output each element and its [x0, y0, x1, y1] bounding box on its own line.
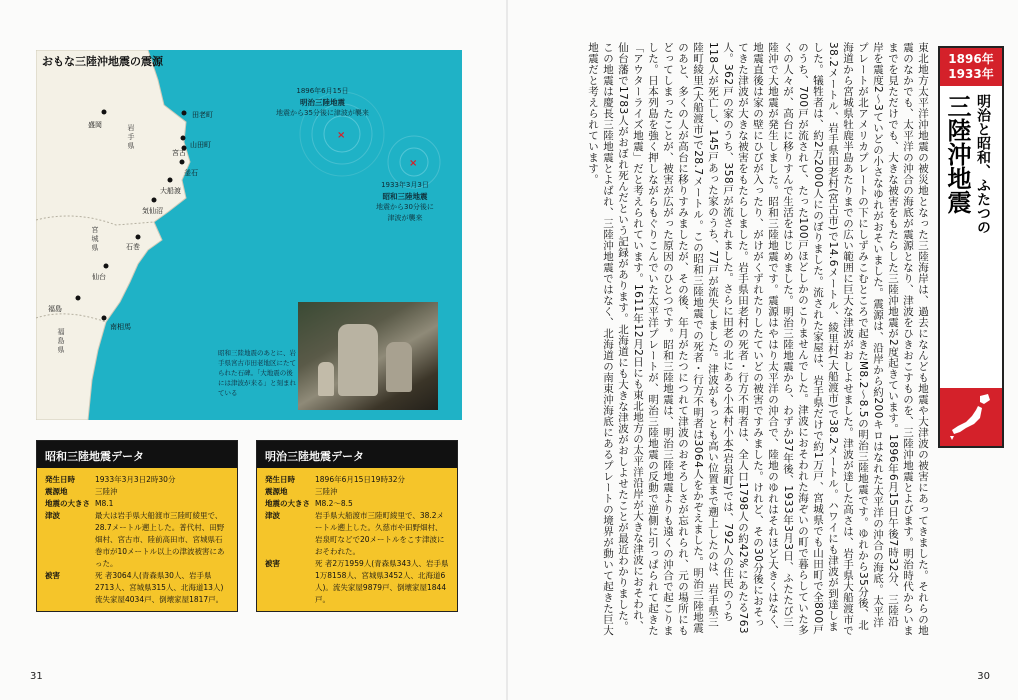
prefecture-label: 福島県	[57, 328, 65, 355]
prefecture-label: 岩手県	[127, 124, 135, 151]
svg-text:×: ×	[409, 158, 418, 169]
quake-1933-label: 1933年3月3日 昭和三陸地震 地震から30分後に 津波が襲来	[376, 181, 434, 222]
showa-data-box	[36, 440, 238, 612]
place-label: 大船渡	[160, 187, 181, 195]
page-number-left: 31	[30, 671, 43, 682]
place-label: 宮古	[172, 149, 186, 157]
japan-map-icon	[938, 388, 1004, 448]
data-row: 被害 死 者2万1959人(青森県343人、岩手県1万8158人、宮城県3452人、北海道6人)。流失家屋9879戸、倒壊家屋1844戸。	[265, 559, 449, 604]
meiji-data-box	[256, 440, 458, 612]
year-badge: 1896年 1933年	[940, 48, 1002, 86]
showa-box-title: 昭和三陸地震データ	[37, 441, 237, 468]
data-row: 被害 死 者3064人(青森県30人、岩手県2713人、宮城県315人、北海道13人)流失家屋4034戸、倒壊家屋1817戸。	[45, 571, 224, 604]
right-page	[508, 0, 1018, 700]
place-label: 盛岡	[88, 121, 102, 129]
page-number-right: 30	[977, 671, 990, 682]
data-row: 発生日時 1896年6月15日19時32分	[265, 475, 405, 484]
data-row: 地震の大きさ M8.2〜8.5	[265, 499, 353, 508]
data-row: 津波 最大は岩手県大船渡市三陸町綾里で、28.7メートル遡上した。普代村、田野畑村、宮古市、陸前高田市、宮城県石巻市が10メートル以上の津波被害にあった。	[45, 511, 225, 568]
place-label: 仙台	[92, 273, 106, 281]
photo-caption: 昭和三陸地震のあとに、岩手県宮古市田老地区にたてられた石碑。「大地震の後には津波が来る」と刻まれている	[218, 349, 296, 397]
title-box	[938, 46, 1004, 390]
data-row: 震源地 三陸沖	[265, 487, 338, 496]
place-label: 福島	[48, 305, 62, 313]
prefecture-label: 宮城県	[91, 226, 99, 253]
article-title	[944, 94, 996, 234]
title-main: 三陸沖地震	[943, 94, 971, 214]
place-label: 釜石	[184, 169, 198, 177]
meiji-box-title: 明治三陸地震データ	[257, 441, 457, 468]
data-row: 発生日時 1933年3月3日2時30分	[45, 475, 176, 484]
data-row: 震源地 三陸沖	[45, 487, 118, 496]
place-label: 石巻	[126, 243, 140, 251]
article-text: 東北地方太平洋沖地震の被災地となった三陸海岸は、過去になんども地震や大津波の被害にあってきました。それらの地震のなかでも、太平洋の沖合の海底が震源となり、津波をひきおこすものを、三陸沖地震とよびます。明治時代からいままでを見ただけでも、大きな被害をもたらした三陸沖地震が2度起きています。1896年6月15日午後7時32分、三陸沿岸を震度2〜3ていどの小さなゆれがおそいました。震源は、沿岸から約200キロはなれた太平洋の沖合の海底。太平洋プレートが北アメリカプレートの下にしずみこむところで起きたM8.2〜8.5の明治三陸地震です。ゆれから35分後、北海道から宮城県牡鹿半島あたりまでの広い範囲に巨大な津波がおしよせました。津波が達した高さは、岩手県大船渡市で38.2メートル、岩手県田老村(宮古市)で14.6メートル、綾里村(大船渡市)で38.2メートル。ハワイにも津波が到達しました。犠牲者は、約2万2000人にのぼりました。流された家屋は、岩手県だけで約1万戸、宮城県でも山田町で全800戸のうち、700戸が流されて、たった100戸ほどしかのこりませんでした。津波におそわれた海ぞいの町で暮らしていた多くの人々が、高台に移りすんで生活をはじめました。明治三陸地震から、わずか37年後、1933年3月3日、ふたたび三陸沖で大地震が発生しました。昭和三陸地震です。震源はやはり太平洋の沖合で、陸地のゆれはそれほど大きくはなく、地震直後は家の壁にひびが入ったり、がけがくずれたりしたていどの被害ですみました。けれど、その30分後におそってきた津波が大きな被害をもたらしました。岩手県田老村の死者・行方不明者は、全人口1798人の約42%にあたる763人。362戸の家のうち、358戸が流されました。さらに田老の北にある小本村小本(岩泉町)では、792人の住民のうち118人が死亡し、145戸あった家のうち、77戸が流失しました。津波がもっとも高い位置まで遡上したのは、岩手県三陸町綾里(大船渡市)で28.7メートル。この昭和三陸地震での死者・行方不明者は3064人をかぞえました。明治三陸地震のあと、多くの人が高台に移りすみましたが、その後、年月がたつにつれて津波のおそろしさが忘れられ、元の場所にもどってしまったことが、被害が広がった原因のひとつです。昭和三陸地震は、明治三陸地震よりも遠くの沖合で起こりました。日本列島を強く押しながらもぐりこんでいた太平洋プレートが、明治三陸地震の反動で逆側に引っぱられて起きた「アウターライズ地震」だと考えられています。1611年12月2日にも東北地方の太平洋沿岸が大きな津波におそわれ、仙台藩で1783人がおぼれ死んだという記録があります。北海道にも大きな津波がおしよせたことが最近わかりました。この地震は慶長三陸地震とよばれ、三陸沖地震ではなく、北海道の南東沖海底にあるプレートの境界が動いて起きた巨大地震だと考えられています。	[587, 42, 929, 636]
svg-text:×: ×	[337, 130, 346, 141]
quake-1896-label: 1896年6月15日 明治三陸地震 地震から35分後に津波が襲来	[276, 87, 369, 117]
left-page	[0, 0, 506, 700]
place-label: 南相馬	[110, 323, 131, 331]
earthquake-map	[36, 50, 462, 420]
data-row: 地震の大きさ M8.1	[45, 499, 114, 508]
data-row: 津波 岩手県大船渡市三陸町綾里で、38.2メートル遡上した。久慈市や田野畑村、岩泉町などで20メートルをこす津波におそわれた。	[265, 511, 445, 556]
article-body	[540, 42, 930, 637]
map-title: おもな三陸沖地震の震源	[42, 55, 163, 68]
place-label: 田老町	[192, 111, 213, 119]
place-label: 山田町	[190, 141, 211, 149]
place-label: 気仙沼	[142, 207, 163, 215]
title-sub: 明治と昭和、ふたつの	[975, 94, 991, 234]
memorial-stone-photo	[298, 302, 438, 410]
